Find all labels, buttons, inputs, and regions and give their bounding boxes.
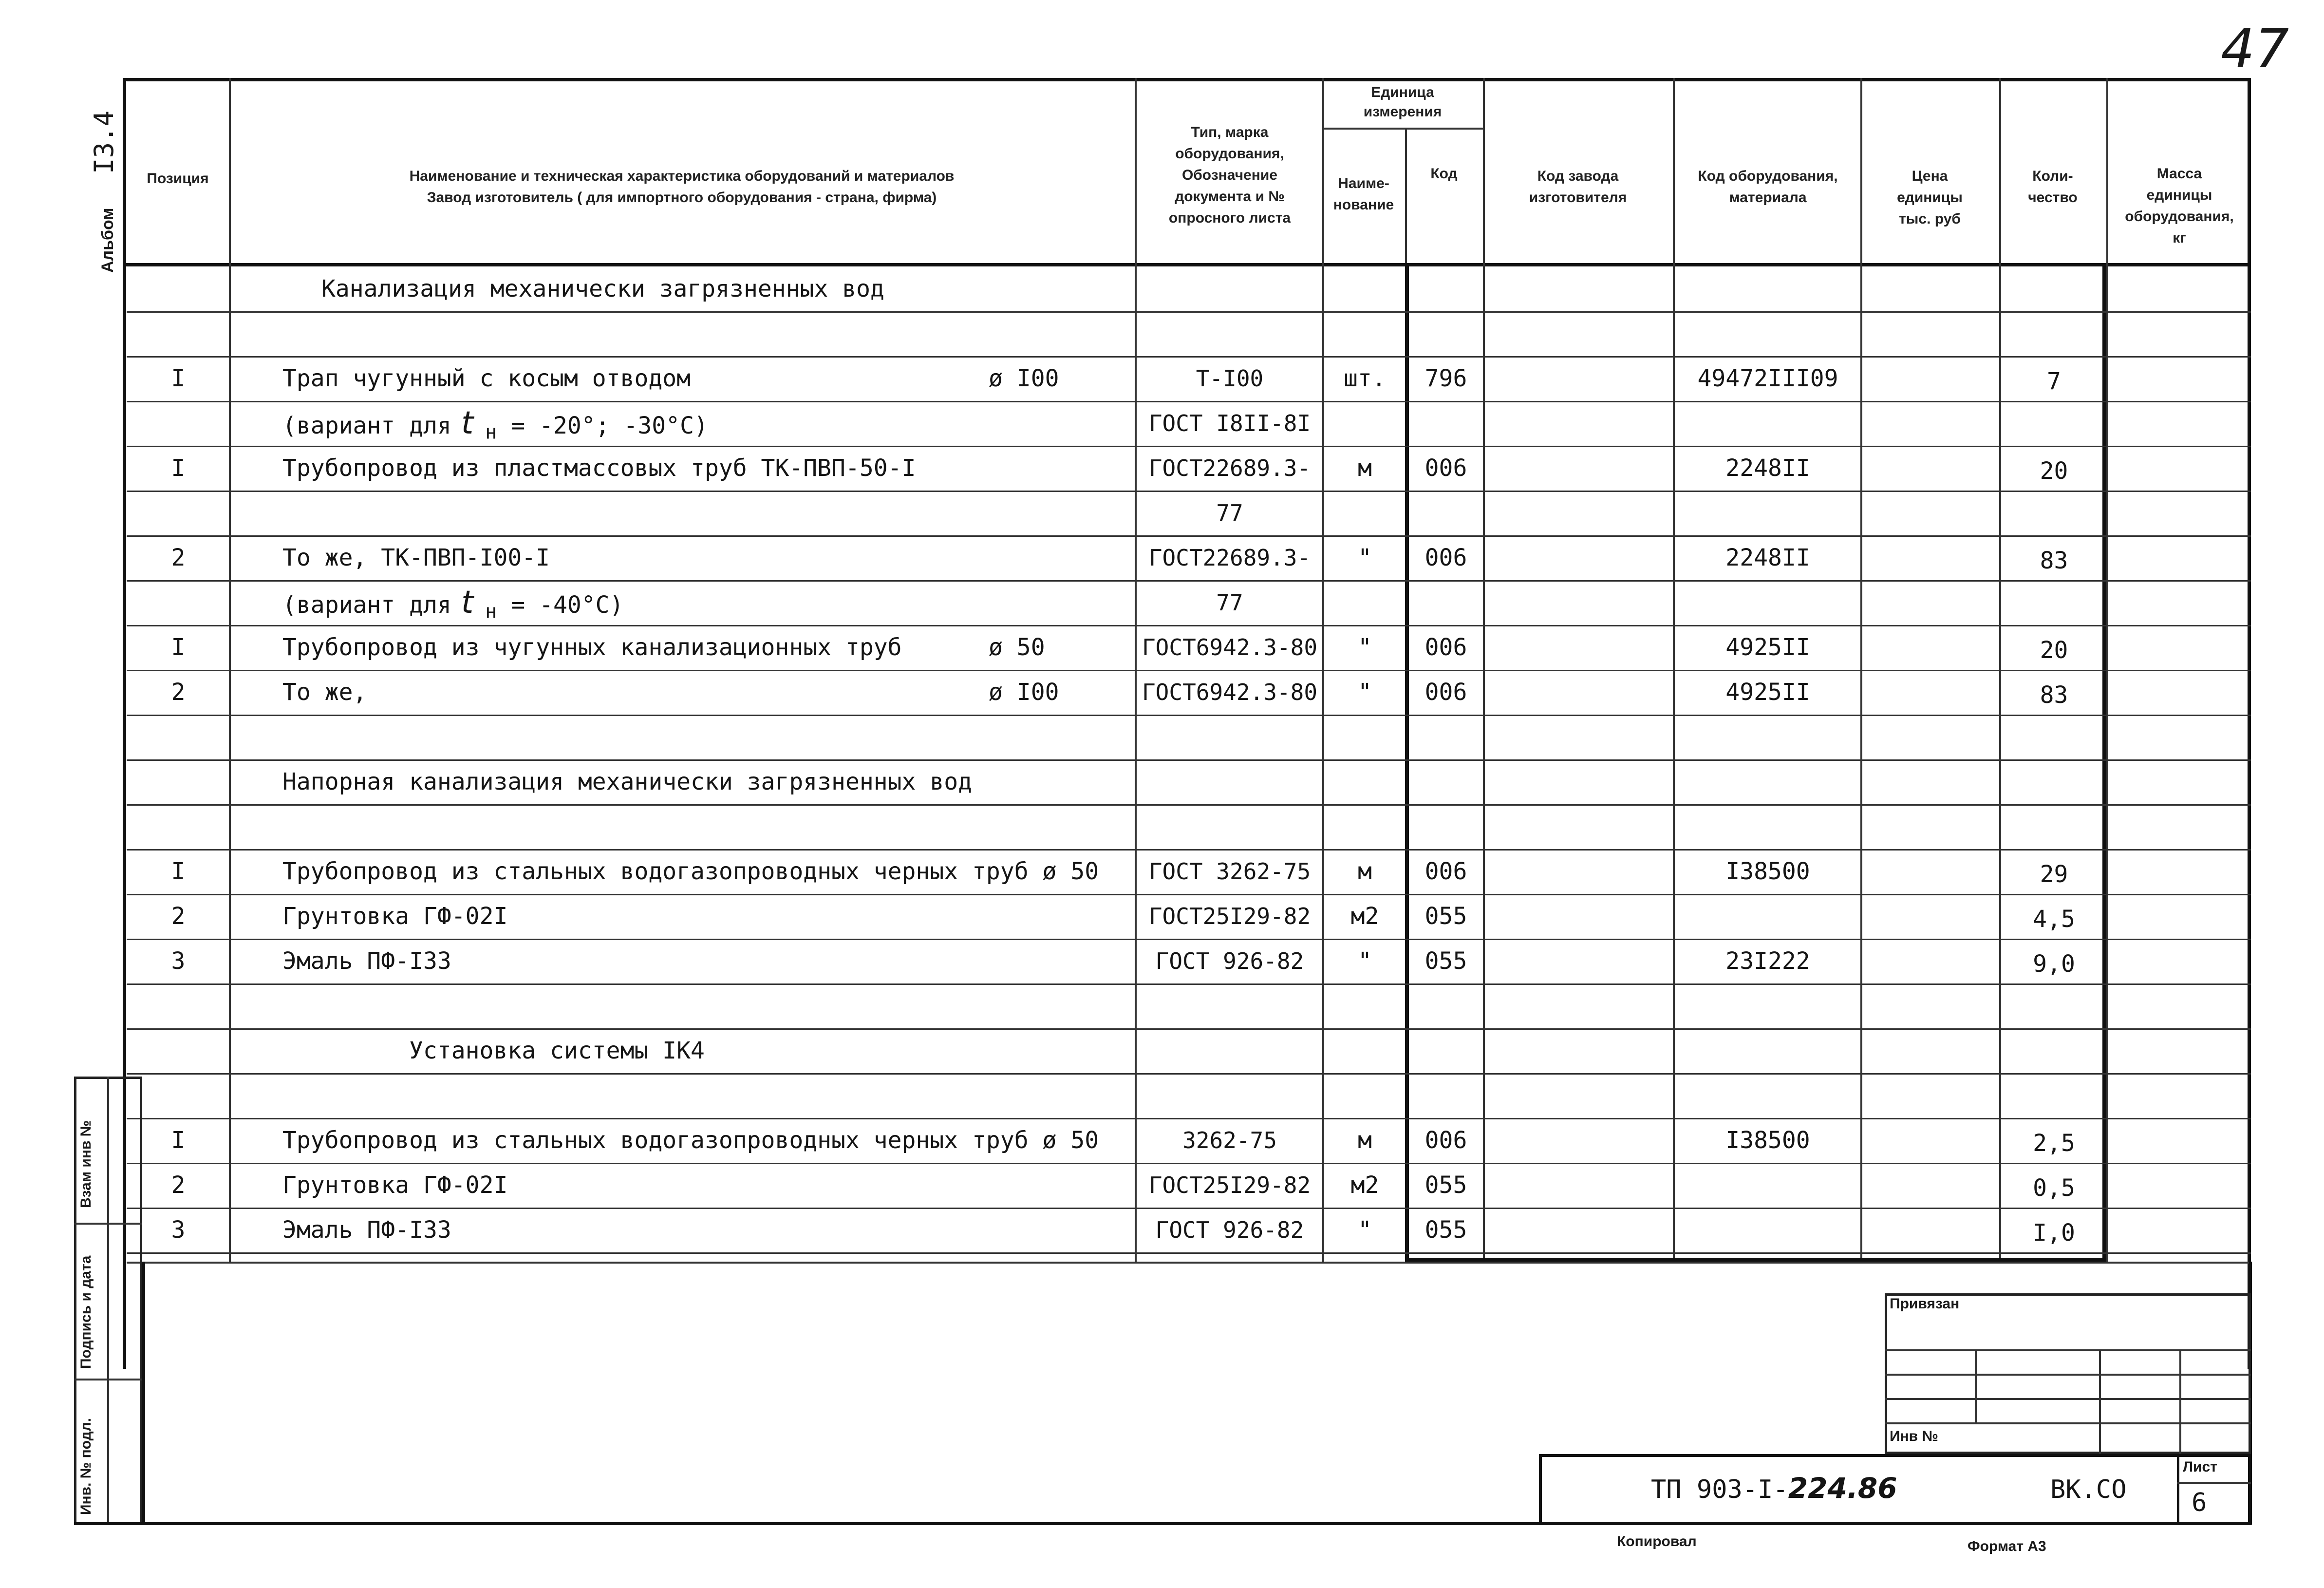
header-type-line-4: документа и № — [1175, 189, 1285, 205]
row-quantity: 4,5 — [2033, 906, 2075, 933]
row-name — [282, 946, 451, 976]
row-separator — [127, 1208, 2251, 1209]
row-name — [282, 678, 367, 707]
row-type: 77 — [1216, 500, 1243, 526]
row-separator — [127, 1163, 2251, 1164]
row-type: ГОСТ22689.3- — [1148, 545, 1311, 571]
row-name-text: (вариант для — [282, 591, 451, 619]
row-unit: шт. — [1344, 365, 1386, 392]
row-separator — [127, 401, 2251, 402]
row-code: 006 — [1424, 858, 1467, 885]
row-code: 006 — [1424, 1127, 1467, 1154]
row-separator — [127, 356, 2251, 358]
row-type: 3262-75 — [1182, 1127, 1277, 1153]
stamp-doc-number-hand: 224.86 — [1788, 1472, 1897, 1505]
header-position: Позиция — [147, 170, 209, 187]
row-name — [282, 454, 916, 483]
header-type-line-2: оборудования, — [1175, 146, 1284, 162]
row-code: 006 — [1424, 544, 1467, 571]
row-name-text: Эмаль ПФ-I33 — [282, 947, 451, 975]
row-quantity: 20 — [2040, 637, 2068, 664]
row-type: Т-I00 — [1196, 365, 1264, 392]
footer-copied: Копировал — [1617, 1533, 1697, 1550]
side-label-inv-original: Инв. № подл. — [78, 1418, 94, 1515]
row-separator — [127, 849, 2251, 851]
row-unit: " — [1358, 679, 1372, 706]
row-name — [282, 543, 550, 572]
row-unit: м — [1358, 858, 1372, 885]
row-name-text: Канализация механически загрязненных вод — [321, 275, 884, 302]
row-separator — [127, 983, 2251, 985]
row-unit: м — [1358, 1127, 1372, 1154]
row-name — [282, 1126, 1099, 1155]
row-position: 2 — [171, 679, 186, 706]
stamp-bound-label: Привязан — [1890, 1296, 1960, 1312]
row-name-text: (вариант для — [282, 412, 451, 439]
row-name-text: Грунтовка ГФ-02I — [282, 903, 508, 930]
bold-code-block — [1405, 263, 2106, 1262]
row-position: I — [171, 365, 186, 392]
header-quantity-line-2: чество — [2028, 189, 2078, 206]
row-position: 2 — [171, 903, 186, 930]
header-equipment-code-line-2: материала — [1729, 189, 1807, 206]
row-separator — [127, 894, 2251, 895]
row-equipment-code: I38500 — [1725, 1127, 1810, 1154]
row-separator — [127, 311, 2251, 313]
footer-format: Формат А3 — [1968, 1538, 2046, 1554]
header-quantity-line-1: Коли- — [2032, 168, 2073, 184]
row-position: I — [171, 634, 186, 661]
row-equipment-code: 23I222 — [1725, 947, 1810, 975]
row-unit: " — [1358, 544, 1372, 571]
row-name — [282, 857, 1099, 886]
row-position: 2 — [171, 1172, 186, 1199]
stamp-sheet-value: 6 — [2192, 1488, 2207, 1517]
header-unit-group-line-2: измерения — [1363, 104, 1442, 120]
temperature-subscript: н — [473, 421, 497, 444]
row-unit: м — [1358, 454, 1372, 482]
stamp-inv-label: Инв № — [1890, 1428, 1938, 1444]
row-unit: " — [1358, 634, 1372, 661]
header-factory-code-line-1: Код завода — [1537, 168, 1619, 184]
row-name — [282, 767, 972, 796]
row-type: ГОСТ I8II-8I — [1148, 410, 1311, 436]
header-type-line-3: Обозначение — [1181, 167, 1278, 183]
album-value: I3.4 — [89, 110, 119, 174]
stamp-doc-number-print: ТП 903-I- — [1651, 1475, 1788, 1504]
header-name — [234, 166, 1130, 208]
row-separator — [127, 1252, 2251, 1254]
header-equipment-code-line-1: Код оборудования, — [1698, 168, 1838, 184]
row-name-text: Трубопровод из стальных водогазопроводных черных труб ø 50 — [282, 1127, 1099, 1154]
row-type: ГОСТ6942.3-80 — [1142, 679, 1318, 705]
header-price — [1863, 166, 1997, 230]
row-name-tail: = -40°С) — [497, 591, 624, 619]
side-label-replace-inv: Взам инв № — [78, 1120, 94, 1208]
row-quantity: 7 — [2047, 368, 2061, 395]
row-equipment-code: 4925II — [1725, 679, 1810, 706]
temperature-symbol: t — [451, 405, 474, 441]
side-label-signature-date: Подпись и дата — [78, 1255, 94, 1369]
row-name — [282, 1171, 507, 1200]
row-equipment-code: 2248II — [1725, 454, 1810, 482]
header-type-line-5: опросного листа — [1168, 210, 1291, 226]
stamp-doc-code: ВК.СО — [2050, 1475, 2127, 1504]
header-unit-group-line-1: Единица — [1371, 84, 1434, 100]
header-price-line-3: тыс. руб — [1899, 211, 1961, 227]
row-separator — [127, 1118, 2251, 1119]
row-name — [282, 585, 624, 626]
row-separator — [127, 580, 2251, 582]
row-name-text: То же, ТК-ПВП-I00-I — [282, 544, 550, 571]
row-name — [282, 1215, 451, 1245]
row-type: ГОСТ 3262-75 — [1148, 858, 1311, 885]
header-price-line-2: единицы — [1897, 189, 1963, 206]
row-equipment-code: 49472III09 — [1697, 365, 1838, 392]
header-type-line-1: Тип, марка — [1191, 124, 1269, 140]
row-name-text: Трубопровод из чугунных канализационных труб — [282, 634, 902, 661]
row-name — [409, 1036, 705, 1065]
row-quantity: 83 — [2040, 547, 2068, 574]
header-factory-code-line-2: изготовителя — [1529, 189, 1627, 206]
header-mass-line-4: кг — [2173, 230, 2186, 246]
row-separator — [127, 670, 2251, 671]
header-mass-line-2: единицы — [2146, 187, 2212, 203]
row-quantity: 20 — [2040, 457, 2068, 485]
row-separator — [127, 535, 2251, 537]
row-separator — [127, 1028, 2251, 1030]
row-quantity: 0,5 — [2033, 1174, 2075, 1202]
header-mass — [2109, 163, 2250, 249]
row-position: 3 — [171, 1216, 186, 1244]
row-equipment-code: 4925II — [1725, 634, 1810, 661]
row-name — [282, 902, 507, 931]
header-equipment-code — [1675, 166, 1860, 208]
header-mass-line-1: Масса — [2156, 166, 2202, 182]
header-type — [1140, 122, 1320, 229]
row-quantity: 2,5 — [2033, 1130, 2075, 1157]
row-position: I — [171, 454, 186, 482]
row-unit: " — [1358, 1216, 1372, 1244]
row-name-text: Трап чугунный с косым отводом — [282, 365, 691, 392]
header-quantity — [2002, 166, 2104, 208]
row-diameter: ø 50 — [989, 634, 1045, 661]
row-diameter: ø I00 — [989, 679, 1059, 706]
row-separator — [127, 759, 2251, 761]
row-type: ГОСТ6942.3-80 — [1142, 634, 1318, 661]
row-name-text: Грунтовка ГФ-02I — [282, 1172, 508, 1199]
row-type: ГОСТ22689.3- — [1148, 455, 1311, 481]
row-separator — [127, 1073, 2251, 1075]
row-separator — [127, 804, 2251, 806]
row-type: 77 — [1216, 589, 1243, 616]
header-price-line-1: Цена — [1912, 168, 1948, 184]
album-label — [89, 111, 119, 273]
row-name-text: Напорная канализация механически загрязненных вод — [282, 768, 973, 795]
row-separator — [127, 491, 2251, 492]
row-equipment-code: 2248II — [1725, 544, 1810, 571]
row-name-tail: = -20°; -30°С) — [497, 412, 708, 439]
header-factory-code — [1485, 166, 1670, 208]
header-unit-name — [1325, 173, 1403, 216]
row-code: 055 — [1424, 903, 1467, 930]
temperature-subscript: н — [473, 600, 497, 623]
row-quantity: 29 — [2040, 861, 2068, 888]
row-quantity: 9,0 — [2033, 950, 2075, 978]
row-position: I — [171, 1127, 186, 1154]
stamp-sheet-label: Лист — [2183, 1459, 2217, 1475]
row-separator — [127, 939, 2251, 940]
row-name — [282, 364, 691, 393]
row-diameter: ø I00 — [989, 365, 1059, 392]
header-unit-name-line-1: Наиме- — [1338, 175, 1389, 191]
row-name-text: Трубопровод из пластмассовых труб ТК-ПВП-50-I — [282, 454, 916, 482]
row-type: ГОСТ 926-82 — [1155, 1217, 1304, 1243]
row-name — [321, 274, 884, 303]
row-quantity: I,0 — [2033, 1219, 2075, 1247]
stamp-doc-number — [1651, 1474, 1897, 1504]
page-number: 47 — [2221, 18, 2289, 80]
temperature-symbol: t — [451, 585, 474, 621]
row-type: ГОСТ25I29-82 — [1148, 903, 1311, 929]
row-unit: м2 — [1350, 1172, 1379, 1199]
row-position: I — [171, 858, 186, 885]
row-code: 006 — [1424, 679, 1467, 706]
album-word: Альбом — [98, 208, 117, 273]
row-code: 055 — [1424, 1216, 1467, 1244]
header-name-line2: Завод изготовитель ( для импортного оборудования - страна, фирма) — [427, 189, 937, 206]
row-name-text: То же, — [282, 679, 367, 706]
row-name — [282, 405, 708, 447]
header-name-line1: Наименование и техническая характеристика оборудований и материалов — [409, 168, 955, 184]
row-code: 055 — [1424, 947, 1467, 975]
row-code: 006 — [1424, 634, 1467, 661]
row-name-text: Установка системы IК4 — [409, 1037, 705, 1064]
row-unit: " — [1358, 947, 1372, 975]
row-code: 796 — [1424, 365, 1467, 392]
row-position: 3 — [171, 947, 186, 975]
row-equipment-code: I38500 — [1725, 858, 1810, 885]
row-name — [282, 633, 902, 662]
header-mass-line-3: оборудования, — [2125, 208, 2234, 225]
row-type: ГОСТ25I29-82 — [1148, 1172, 1311, 1198]
row-name-text: Эмаль ПФ-I33 — [282, 1216, 451, 1244]
row-separator — [127, 715, 2251, 716]
row-type: ГОСТ 926-82 — [1155, 948, 1304, 974]
row-unit: м2 — [1350, 903, 1379, 930]
row-position: 2 — [171, 544, 186, 571]
header-unit-name-line-2: нование — [1333, 197, 1394, 213]
row-code: 055 — [1424, 1172, 1467, 1199]
row-quantity: 83 — [2040, 681, 2068, 709]
row-name-text: Трубопровод из стальных водогазопроводных черных труб ø 50 — [282, 858, 1099, 885]
row-code: 006 — [1424, 454, 1467, 482]
header-unit-group — [1325, 83, 1481, 122]
header-unit-code: Код — [1430, 166, 1458, 182]
